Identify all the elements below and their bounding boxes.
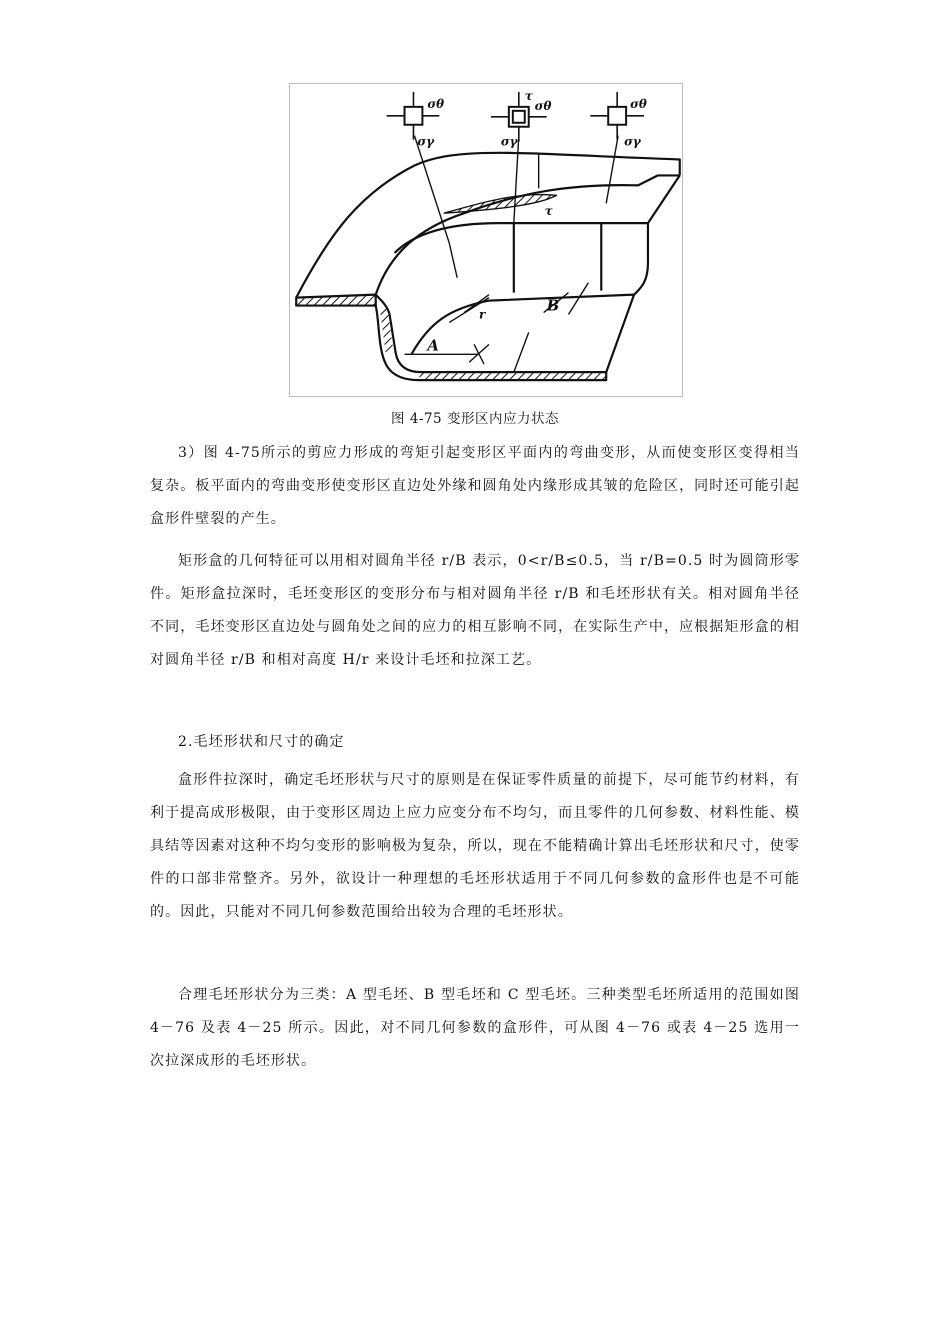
sigma-gamma-label-2: σγ xyxy=(500,134,518,149)
sigma-gamma-label-3: σγ xyxy=(624,134,641,149)
flange-cut xyxy=(296,295,375,306)
tau-label-top: τ xyxy=(524,88,533,103)
paragraph-blank-principle: 盒形件拉深时，确定毛坯形状与尺寸的原则是在保证零件质量的前提下，尽可能节约材料，有利于提高成形极限，由于变形区周边上应力应变分布不均匀，而且零件的几何参数、材料性能、模具结等因素对这种不均匀变形的影响极为复杂，所以，现在不能精确计算出毛坯形状和尺寸，使零件的口部非常整齐。另外，欲设计一种理想的毛坯形状适用于不同几何参数的盒形件也是不可能的。因此，只能对不同几何参数范围给出较为合理的毛坯形状。 xyxy=(150,772,800,920)
paragraph-geometry: 矩形盒的几何特征可以用相对圆角半径 r/B 表示，0<r/B≤0.5，当 r/B=0.5 时为圆筒形零件。矩形盒拉深时，毛坯变形区的变形分布与相对圆角半径 r/B 和毛坯形状有关。相对圆角半径不同，毛坯变形区直边处与圆角处之间的应力的相互影响不同，在实际生产中，应根据矩形盒的相对圆角半径 r/B 和相对高度 H/r 来设计毛坯和拉深工艺。 xyxy=(150,553,800,668)
sigma-theta-label-2: σθ xyxy=(534,98,552,113)
figure-caption: 图 4-75 变形区内应力状态 xyxy=(391,411,559,427)
stress-state-diagram xyxy=(290,84,682,396)
b-label: B xyxy=(546,296,560,315)
r-label: r xyxy=(479,307,486,322)
wall-section xyxy=(376,295,607,380)
bottom-back-edge xyxy=(411,295,634,373)
tau-hatch-zone xyxy=(444,195,556,214)
figure-4-75 xyxy=(289,83,683,397)
section-heading-blank: 2.毛坯形状和尺寸的确定 xyxy=(178,734,345,750)
sigma-theta-label-3: σθ xyxy=(630,96,647,111)
tau-zone-label: τ xyxy=(544,204,553,219)
sigma-gamma-label-1: σγ xyxy=(417,134,435,149)
paragraph-blank-types: 合理毛坯形状分为三类：A 型毛坯、B 型毛坯和 C 型毛坯。三种类型毛坯所适用的范围如图 4－76 及表 4－25 所示。因此，对不同几何参数的盒形件，可从图 4－76 或表 4－25 选用一次拉深成形的毛坯形状。 xyxy=(150,987,800,1069)
flange-outer-edge xyxy=(296,153,680,298)
a-label: A xyxy=(427,336,439,355)
sigma-theta-label-1: σθ xyxy=(427,96,445,111)
right-wall xyxy=(634,223,648,295)
paragraph-shear-moment: 3）图 4-75所示的剪应力形成的弯矩引起变形区平面内的弯曲变形，从而使变形区变得相当复杂。板平面内的弯曲变形使变形区直边处外缘和圆角处内缘形成其皱的危险区，同时还可能引起盒形件壁裂的产生。 xyxy=(150,445,800,527)
